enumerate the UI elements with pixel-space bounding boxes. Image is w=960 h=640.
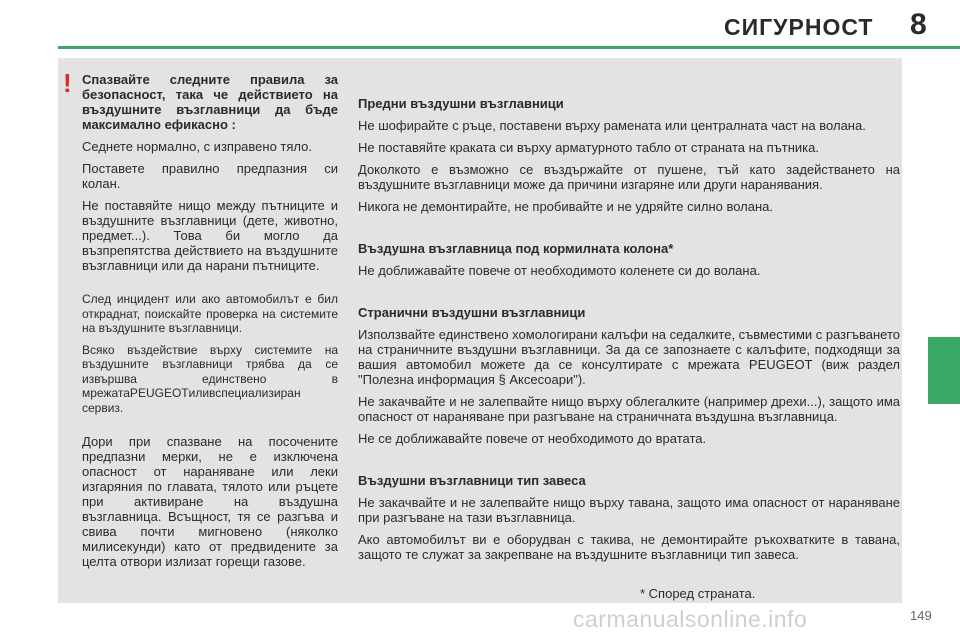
chapter-side-tab <box>928 337 960 404</box>
section-paragraph: Не закачвайте и не залепвайте нищо върху тавана, защото има опасност от нараняване при разгъване на тази възглавница. <box>358 495 900 525</box>
header-divider <box>58 46 960 49</box>
section-paragraph: Използвайте единствено хомологирани калъфи на седалките, съвместими с разгъването на страничните въздушни възглавници. За да се запознаете с калъфите, подходящи за вашия автомобил можете да се консултирате с мрежата PEUGEOT (виж раздел "Полезна информация § Аксесоари"). <box>358 327 901 387</box>
section-paragraph: Не закачвайте и не залепвайте нищо върху облегалките (например дрехи...), защото има опасност от нараняване при разгъване на страничната въздушна възглавница. <box>358 394 900 424</box>
warning-paragraph: Не поставяйте нищо между пътниците и въздушните възглавници (дете, животно, предмет...). Това би могло да възпрепятства действието на въздушните възглавници или да нарани пътниците. <box>82 198 338 273</box>
warning-column <box>82 72 338 576</box>
page-number: 149 <box>910 608 932 623</box>
section-heading-side: Странични въздушни възглавници <box>358 305 586 320</box>
warning-paragraph: Всяко въздействие върху системите на въздушните възглавници трябва да се извършва единствено в мрежатаPEUGEOTиливспециализиран сервиз. <box>82 342 338 415</box>
warning-paragraph: Седнете нормално, с изправено тяло. <box>82 139 312 154</box>
section-paragraph: Не поставяйте краката си върху арматурното табло от страната на пътника. <box>358 140 819 155</box>
section-paragraph: Не доближавайте повече от необходимото коленете си до волана. <box>358 263 761 278</box>
warning-title: Спазвайте следните правила за безопасност, така че действието на въздушните възглавници да бъде максимално ефикасно : <box>82 72 338 132</box>
footnote: * Според страната. <box>640 586 756 601</box>
chapter-number: 8 <box>910 8 927 41</box>
warning-paragraph: Дори при спазване на посочените предпазни мерки, не е изключена опасност от нараняване или леки изгаряния по главата, тялото или ръцете при активиране на въздушна възглавница. Всъщност, тя се разгъва и свива почти мигновено (няколко милисекунди) като от предвидените за целта отвори излизат горещи газове. <box>82 434 338 569</box>
section-paragraph: Доколкото е възможно се въздържайте от пушене, тъй като задействането на въздушните възглавници може да причини изгаряне или други наранявания. <box>358 162 900 192</box>
chapter-title: СИГУРНОСТ <box>724 14 874 40</box>
section-paragraph: Не се доближавайте повече от необходимото до вратата. <box>358 431 707 446</box>
section-heading-curtain: Въздушни възглавници тип завеса <box>358 473 586 488</box>
section-paragraph: Ако автомобилът ви е оборудван с такива, не демонтирайте ръкохватките в тавана, защото те служат за закрепване на въздушните възглавници тип завеса. <box>358 532 900 562</box>
section-paragraph: Никога не демонтирайте, не пробивайте и не удряйте силно волана. <box>358 199 774 214</box>
instructions-column <box>358 96 900 569</box>
section-paragraph: Не шофирайте с ръце, поставени върху рамената или централната част на волана. <box>358 118 866 133</box>
warning-paragraph: След инцидент или ако автомобилът е бил откраднат, поискайте проверка на системите на въздушните възглавници. <box>82 292 338 335</box>
section-heading-front: Предни въздушни възглавници <box>358 96 564 111</box>
warning-paragraph: Поставете правилно предпазния си колан. <box>82 161 338 191</box>
watermark: carmanualsonline.info <box>573 606 808 632</box>
section-heading-knee: Въздушна възглавница под кормилната колона* <box>358 241 674 256</box>
warning-icon: ! <box>63 68 72 98</box>
